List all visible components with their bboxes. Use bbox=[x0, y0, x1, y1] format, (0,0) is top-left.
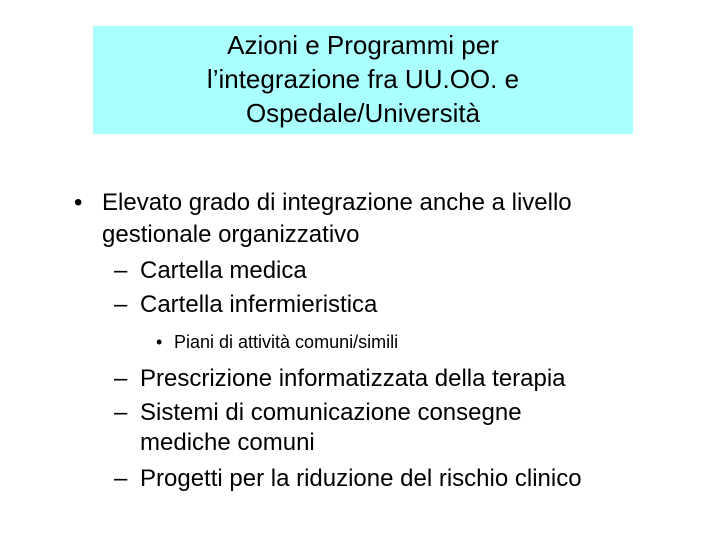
slide-title-line-1: Azioni e Programmi per bbox=[227, 30, 499, 60]
bullet-main-line-1: Elevato grado di integrazione anche a livello bbox=[102, 189, 572, 216]
bullet-main-line-2: gestionale organizzativo bbox=[102, 221, 360, 248]
sub-dash-3: – bbox=[114, 365, 128, 392]
sub-item-5: Progetti per la riduzione del rischio clinico bbox=[140, 465, 582, 492]
bullet-marker: • bbox=[74, 189, 83, 216]
sub-item-1: Cartella medica bbox=[140, 257, 307, 284]
sub-dash-2: – bbox=[114, 291, 128, 318]
sub-item-3: Prescrizione informatizzata della terapia bbox=[140, 365, 566, 392]
sub-item-4-line-2: mediche comuni bbox=[140, 429, 315, 456]
sub-item-2: Cartella infermieristica bbox=[140, 291, 378, 318]
slide-title-line-3: Ospedale/Università bbox=[245, 98, 481, 128]
sub-dash-5: – bbox=[114, 465, 128, 492]
slide-title-line-2: l’integrazione fra UU.OO. e bbox=[206, 64, 520, 94]
sub-dash-1: – bbox=[114, 257, 128, 284]
subsub-item-1: Piani di attività comuni/simili bbox=[174, 332, 399, 352]
subsub-bullet-marker: • bbox=[156, 332, 163, 352]
sub-dash-4: – bbox=[114, 399, 128, 426]
sub-item-4-line-1: Sistemi di comunicazione consegne bbox=[140, 399, 522, 426]
